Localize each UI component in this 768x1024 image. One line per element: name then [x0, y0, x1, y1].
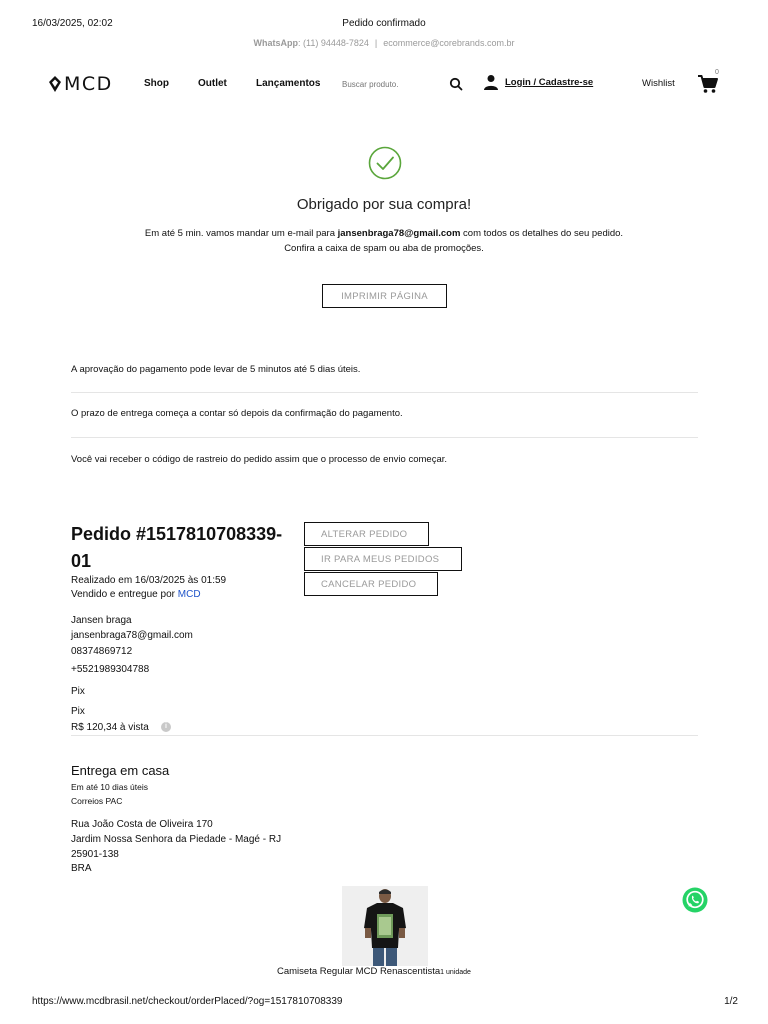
product-quantity: 1 unidade [440, 969, 471, 976]
nav-item-shop[interactable]: Shop [144, 78, 169, 89]
print-url: https://www.mcdbrasil.net/checkout/orderPlaced/?og=1517810708339 [32, 996, 343, 1007]
order-number: Pedido #1517810708339-01 [71, 524, 283, 571]
print-datetime: 16/03/2025, 02:02 [32, 18, 113, 29]
whatsapp-number[interactable]: : (11) 94448-7824 [298, 38, 369, 48]
customer-email: jansenbraga78@gmail.com [71, 630, 193, 641]
contact-bar [0, 38, 768, 48]
email-notice-text: Em até 5 min. vamos mandar um e-mail para [144, 228, 338, 239]
tshirt-model-image [342, 886, 428, 966]
wishlist-link[interactable]: Wishlist [642, 78, 675, 89]
print-page-number: 1/2 [724, 996, 738, 1007]
nav-item-lancamentos[interactable]: Lançamentos [256, 78, 321, 89]
address-street: Rua João Costa de Oliveira 170 [71, 819, 213, 830]
login-link[interactable] [483, 74, 593, 90]
customer-email-highlight: jansenbraga78@gmail.com [337, 228, 461, 239]
address-neighborhood: Jardim Nossa Senhora da Piedade - Magé - RJ [71, 834, 282, 845]
delivery-estimate: Em até 10 dias úteis [71, 782, 149, 792]
spam-notice: Confira a caixa de spam ou aba de promoções. [284, 243, 484, 254]
payment-method: Pix [71, 706, 85, 717]
order-seller [71, 589, 201, 600]
customer-name: Jansen braga [71, 615, 132, 626]
email-notice-text-end: com todos os detalhes do seu pedido. [460, 228, 624, 239]
contact-separator: | [374, 38, 378, 48]
whatsapp-label: WhatsApp [253, 38, 299, 48]
order-placed-date: Realizado em 16/03/2025 às 01:59 [71, 575, 227, 586]
product-name[interactable] [277, 966, 471, 977]
tracking-note: Você vai receber o código de rastreio do pedido assim que o processo de envio começar. [71, 454, 448, 465]
product-image[interactable] [342, 886, 428, 966]
delivery-time-note: O prazo de entrega começa a contar só depois da confirmação do pagamento. [71, 408, 403, 419]
customer-document: 08374869712 [71, 646, 133, 657]
payment-info-icon[interactable]: i [161, 722, 171, 732]
nav-item-outlet[interactable]: Outlet [198, 78, 227, 89]
cancel-order-button[interactable]: CANCELAR PEDIDO [304, 572, 438, 596]
seller-link[interactable]: MCD [177, 589, 201, 600]
divider [71, 437, 698, 438]
success-check-icon [368, 146, 402, 180]
divider [71, 392, 698, 393]
product-title: Camiseta Regular MCD Renascentista [277, 966, 441, 977]
cart-count-badge: 0 [715, 69, 719, 76]
thank-you-title: Obrigado por sua compra! [296, 196, 472, 213]
login-label: Login / Cadastre-se [505, 76, 594, 88]
search-box [342, 75, 466, 93]
address-zip: 25901-138 [71, 849, 119, 860]
address-country: BRA [71, 863, 92, 874]
search-icon[interactable] [448, 76, 464, 92]
logo-text: MCD [64, 73, 113, 95]
change-order-button[interactable]: ALTERAR PEDIDO [304, 522, 429, 546]
mcd-logo[interactable] [48, 73, 113, 95]
email-notice [0, 226, 768, 256]
print-page-title: Pedido confirmado [342, 18, 426, 29]
divider [71, 735, 698, 736]
cart-icon[interactable] [697, 73, 719, 95]
payment-value: R$ 120,34 à vista [71, 722, 149, 733]
contact-email[interactable]: ecommerce@corebrands.com.br [383, 38, 515, 48]
search-input[interactable] [342, 75, 442, 93]
delivery-carrier: Correios PAC [71, 796, 123, 806]
customer-phone: +5521989304788 [71, 664, 150, 675]
whatsapp-icon[interactable] [681, 886, 709, 914]
seller-label: Vendido e entregue por [71, 589, 178, 600]
delivery-title: Entrega em casa [71, 763, 170, 778]
payment-group: Pix [71, 686, 85, 697]
my-orders-button[interactable]: IR PARA MEUS PEDIDOS [304, 547, 462, 571]
print-page-button[interactable]: IMPRIMIR PÁGINA [322, 284, 447, 308]
payment-approval-note: A aprovação do pagamento pode levar de 5 minutos até 5 dias úteis. [71, 364, 361, 375]
diamond-logo-icon [48, 75, 62, 93]
user-icon [483, 74, 499, 90]
